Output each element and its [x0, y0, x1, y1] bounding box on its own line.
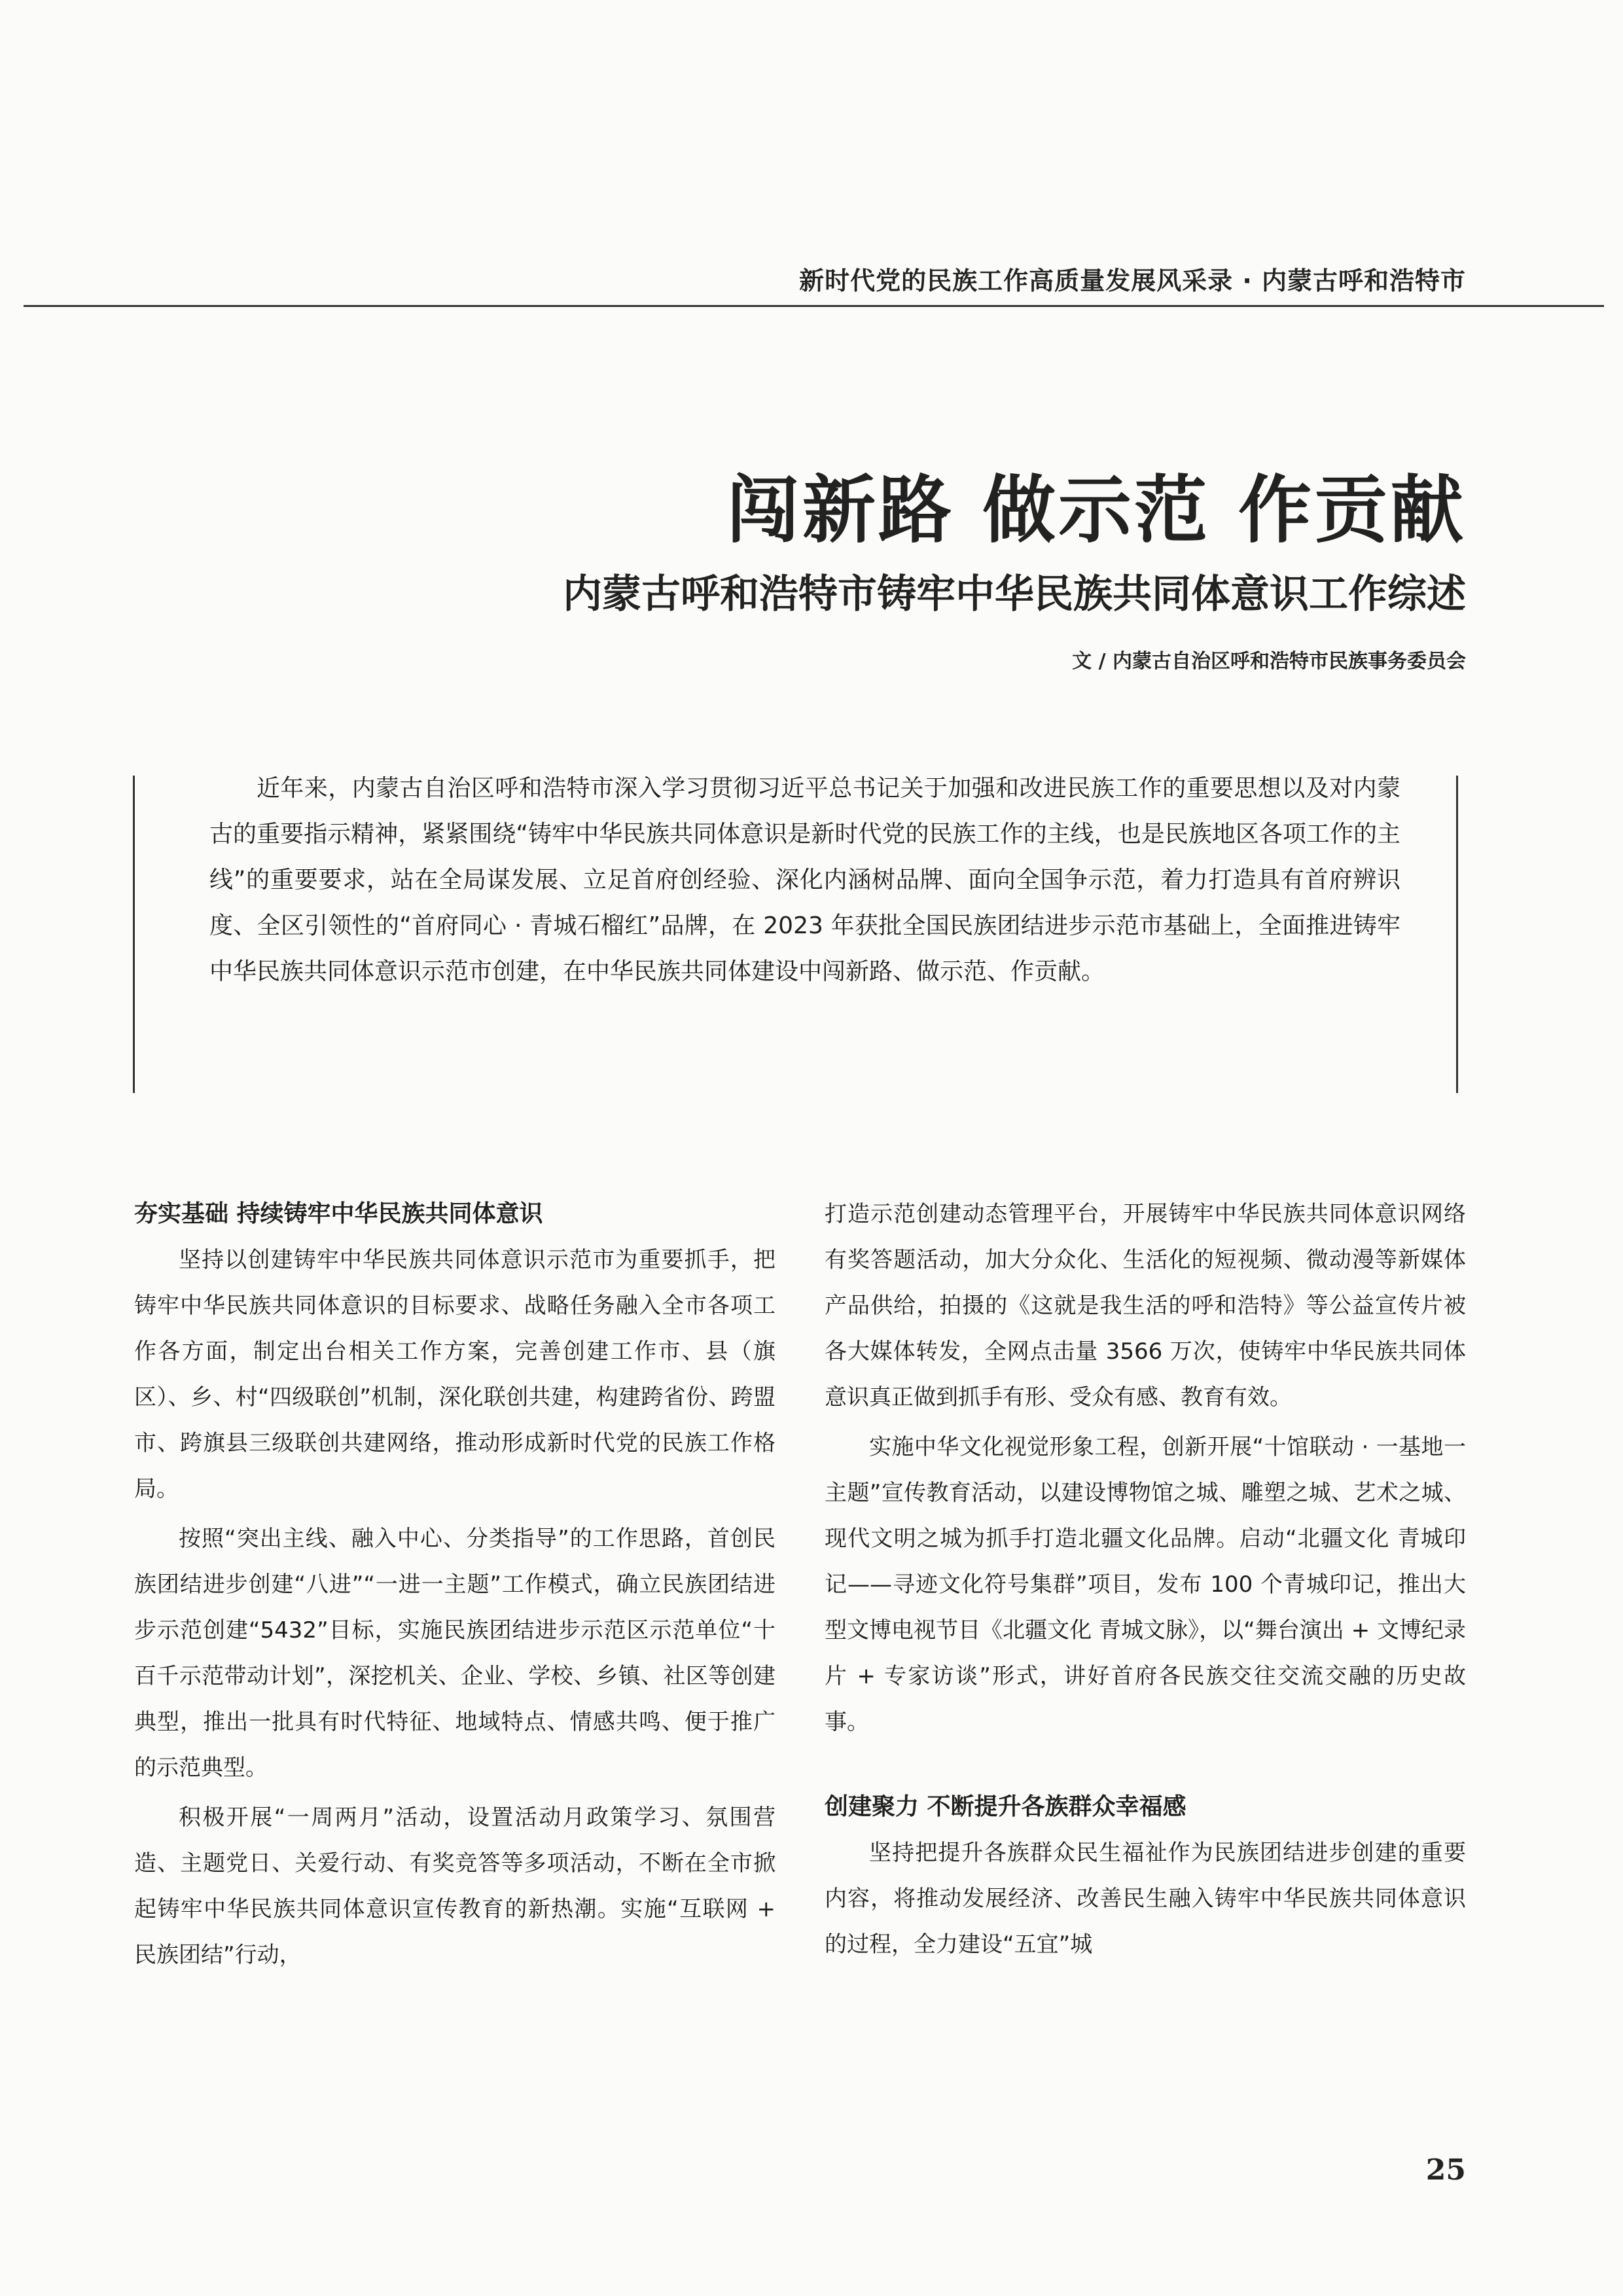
abstract-right-rule	[1456, 776, 1458, 1093]
right-column	[825, 1191, 1466, 1971]
abstract: 近年来，内蒙古自治区呼和浩特市深入学习贯彻习近平总书记关于加强和改进民族工作的重要思想以及对内蒙古的重要指示精神，紧紧围绕“铸牢中华民族共同体意识是新时代党的民族工作的主线，也是民族地区各项工作的主线”的重要要求，站在全局谋发展、立足首府创经验、深化内涵树品牌、面向全国争示范，着力打造具有首府辨识度、全区引领性的“首府同心 · 青城石榴红”品牌，在 2023 年获批全国民族团结进步示范市基础上，全面推进铸牢中华民族共同体意识示范市创建，在中华民族共同体建设中闯新路、做示范、作贡献。	[209, 775, 1400, 985]
running-head: 新时代党的民族工作高质量发展风采录 · 内蒙古呼和浩特市	[799, 266, 1466, 295]
paragraph: 实施中华文化视觉形象工程，创新开展“十馆联动 · 一基地一主题”宣传教育活动，以建设博物馆之城、雕塑之城、艺术之城、现代文明之城为抓手打造北疆文化品牌。启动“北疆文化 青城印记——寻迹文化符号集群”项目，发布 100 个青城印记，推出大型文博电视节目《北疆文化 青城文脉》，以“舞台演出 + 文博纪录片 + 专家访谈”形式，讲好首府各民族交往交流交融的历史故事。	[825, 1434, 1466, 1735]
section-heading: 创建聚力 不断提升各族群众幸福感	[825, 1793, 1186, 1820]
left-column	[134, 1191, 776, 1982]
header-rule	[24, 305, 1604, 307]
abstract-left-rule	[133, 776, 135, 1093]
paragraph: 坚持把提升各族群众民生福祉作为民族团结进步创建的重要内容，将推动发展经济、改善民生融入铸牢中华民族共同体意识的过程，全力建设“五宜”城	[825, 1840, 1466, 1958]
paragraph-continuation: 打造示范创建动态管理平台，开展铸牢中华民族共同体意识网络有奖答题活动，加大分众化、生活化的短视频、微动漫等新媒体产品供给，拍摄的《这就是我生活的呼和浩特》等公益宣传片被各大媒体转发，全网点击量 3566 万次，使铸牢中华民族共同体意识真正做到抓手有形、受众有感、教育有效。	[825, 1201, 1466, 1410]
section-heading: 夯实基础 持续铸牢中华民族共同体意识	[134, 1200, 543, 1227]
article-subtitle: 内蒙古呼和浩特市铸牢中华民族共同体意识工作综述	[563, 571, 1466, 617]
article-title: 闯新路 做示范 作贡献	[726, 467, 1466, 553]
paragraph: 积极开展“一周两月”活动，设置活动月政策学习、氛围营造、主题党日、关爱行动、有奖竞答等多项活动，不断在全市掀起铸牢中华民族共同体意识宣传教育的新热潮。实施“互联网 + 民族团结”行动，	[134, 1804, 776, 1968]
byline: 文 / 内蒙古自治区呼和浩特市民族事务委员会	[1072, 650, 1466, 673]
paragraph: 按照“突出主线、融入中心、分类指导”的工作思路，首创民族团结进步创建“八进”“一进一主题”工作模式，确立民族团结进步示范创建“5432”目标，实施民族团结进步示范区示范单位“十百千示范带动计划”，深挖机关、企业、学校、乡镇、社区等创建典型，推出一批具有时代特征、地域特点、情感共鸣、便于推广的示范典型。	[134, 1526, 776, 1781]
paragraph: 坚持以创建铸牢中华民族共同体意识示范市为重要抓手，把铸牢中华民族共同体意识的目标要求、战略任务融入全市各项工作各方面，制定出台相关工作方案，完善创建工作市、县（旗区）、乡、村“四级联创”机制，深化联创共建，构建跨省份、跨盟市、跨旗县三级联创共建网络，推动形成新时代党的民族工作格局。	[134, 1247, 776, 1502]
page-number: 25	[1425, 2153, 1466, 2187]
